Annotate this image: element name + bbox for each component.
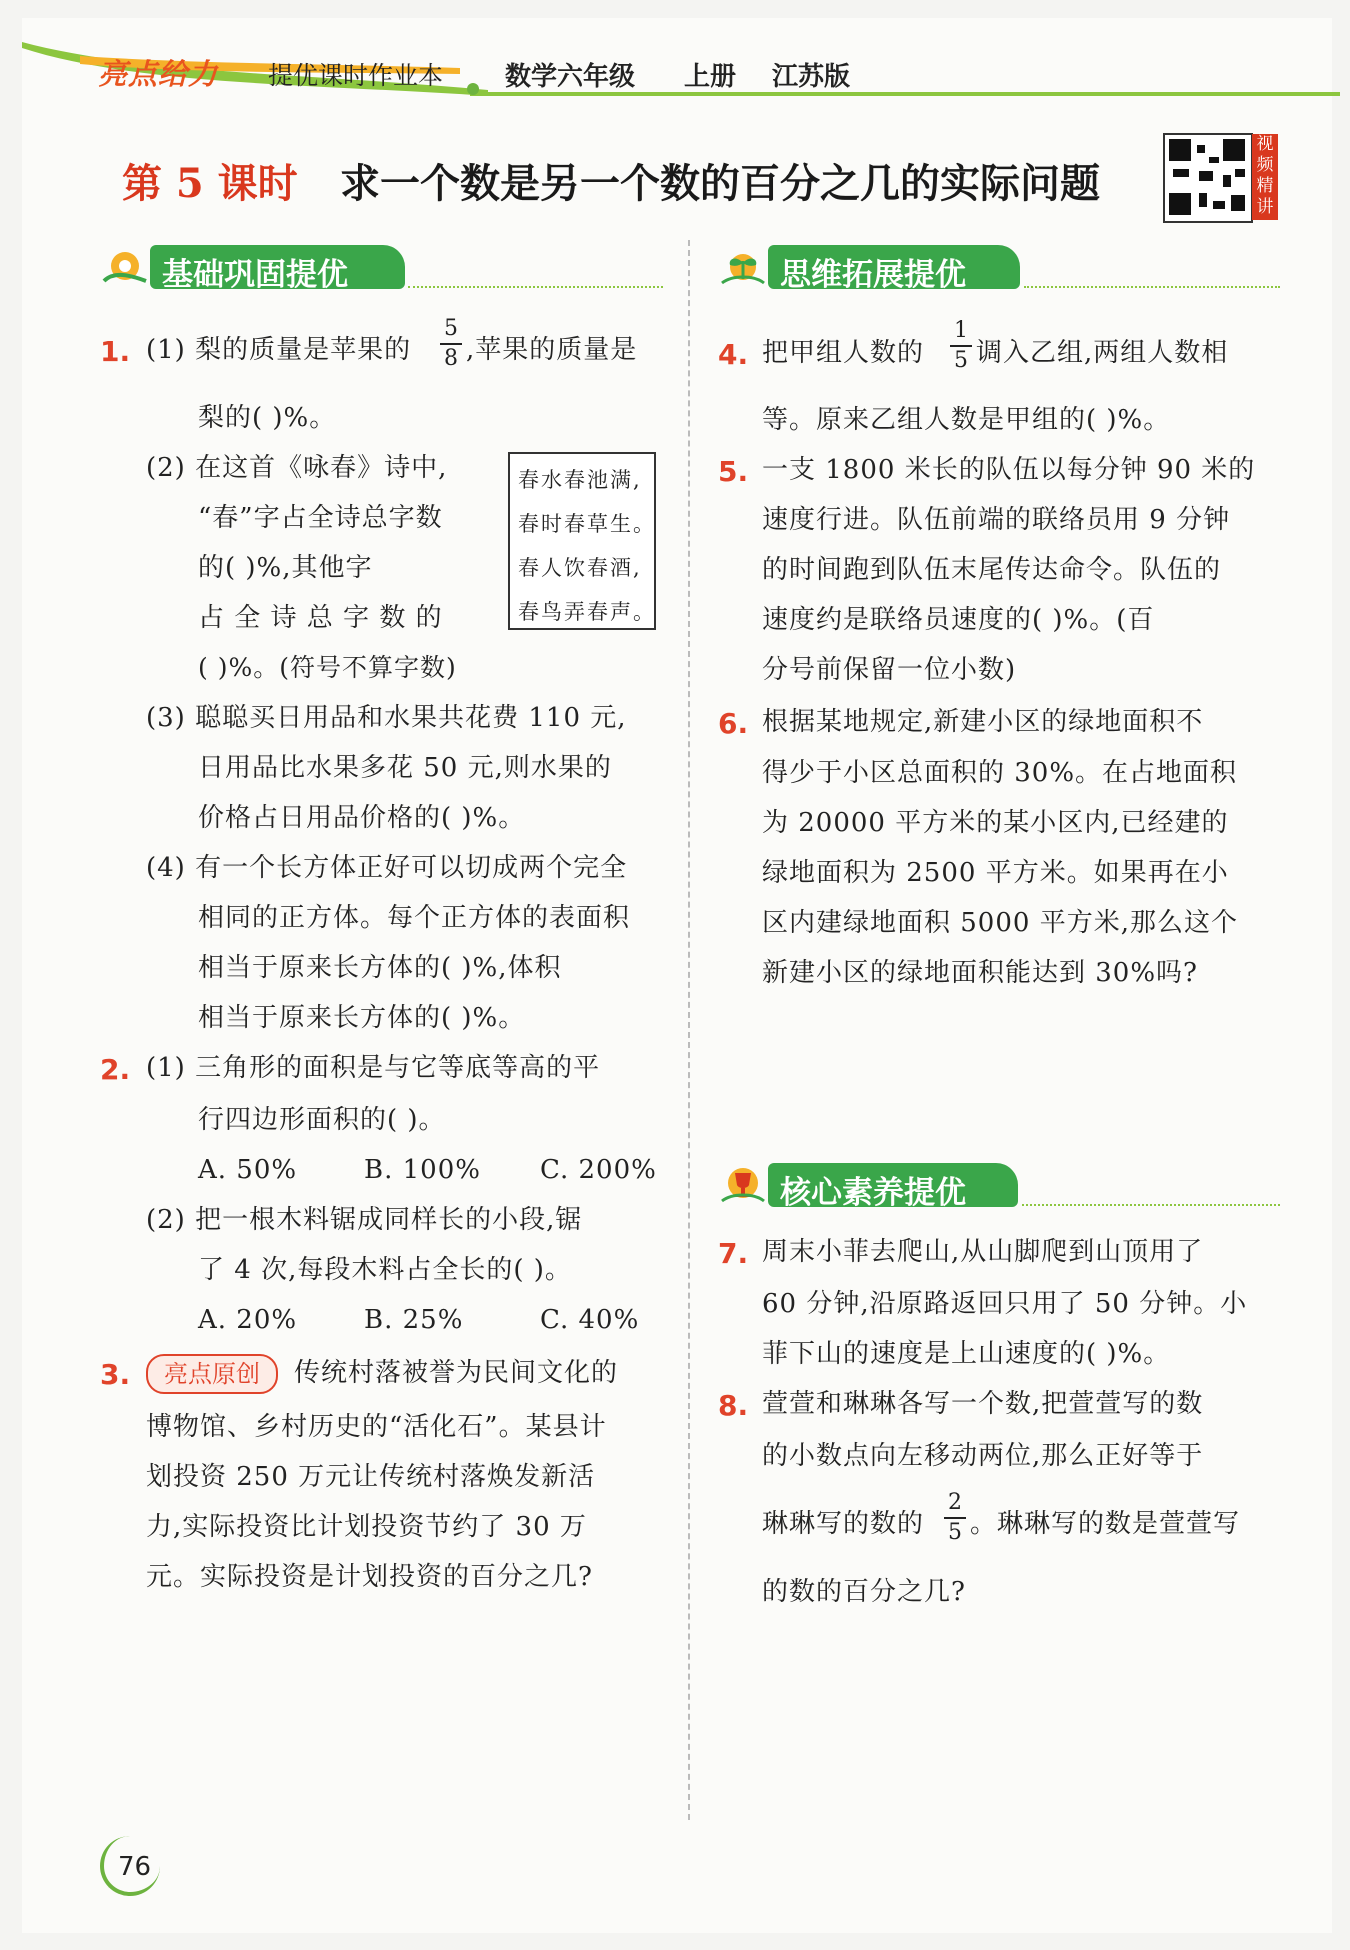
q1-part2-line1: (2) 在这首《咏春》诗中, <box>146 453 448 483</box>
q6-line5: 区内建绿地面积 5000 平方米,那么这个 <box>762 908 1238 938</box>
header-volume: 上册 <box>684 62 737 92</box>
q2-option-b[interactable]: B. 100% <box>364 1155 481 1185</box>
lesson-number: 第 5 课时 <box>122 160 298 207</box>
q6-line6: 新建小区的绿地面积能达到 30%吗? <box>762 958 1198 988</box>
fraction-denominator: 8 <box>444 346 458 371</box>
q5-line5: 分号前保留一位小数) <box>762 655 1017 685</box>
header-rule <box>470 92 1340 96</box>
q8-line1: 萱萱和琳琳各写一个数,把萱萱写的数 <box>762 1389 1204 1419</box>
qr-code-icon[interactable] <box>1163 133 1253 223</box>
q8-line2: 的小数点向左移动两位,那么正好等于 <box>762 1441 1204 1471</box>
question-number: 8. <box>718 1389 749 1422</box>
q5-line3: 的时间跑到队伍末尾传达命令。队伍的 <box>762 555 1222 585</box>
q1-part1-text: (1) 梨的质量是苹果的 <box>146 335 412 365</box>
header-dot-icon <box>462 78 484 100</box>
q4-line2: 等。原来乙组人数是甲组的( )%。 <box>762 405 1171 435</box>
trophy-icon <box>718 1159 768 1209</box>
q4-line1-cont: 调入乙组,两组人数相 <box>976 338 1229 368</box>
section-core-rule <box>1022 1204 1280 1206</box>
q6-line1: 根据某地规定,新建小区的绿地面积不 <box>762 707 1204 737</box>
q6-line3: 为 20000 平方米的某小区内,已经建的 <box>762 808 1229 838</box>
q1-part3-line2: 日用品比水果多花 50 元,则水果的 <box>198 753 612 783</box>
q5-line1: 一支 1800 米长的队伍以每分钟 90 米的 <box>762 455 1256 485</box>
q1-part4-line2: 相同的正方体。每个正方体的表面积 <box>198 903 631 933</box>
running-header <box>0 0 1350 110</box>
sprout-icon <box>718 241 768 291</box>
q7-line3: 菲下山的速度是上山速度的( )%。 <box>762 1339 1171 1369</box>
video-lesson-tag: 视频精讲 <box>1252 134 1278 220</box>
question-number: 2. <box>100 1053 131 1086</box>
poem-line: 春人饮春酒, <box>518 556 642 580</box>
q8-line3-cont: 。琳琳写的数是萱萱写 <box>970 1509 1241 1539</box>
q8-line4: 的数的百分之几? <box>762 1577 966 1607</box>
question-number: 6. <box>718 707 749 740</box>
q2-option-c[interactable]: C. 200% <box>540 1155 657 1185</box>
question-number: 5. <box>718 455 749 488</box>
section-core-label: 核心素养提优 <box>780 1175 966 1211</box>
lesson-title: 求一个数是另一个数的百分之几的实际问题 <box>340 160 1100 207</box>
question-number: 4. <box>718 338 749 371</box>
q2-part2-line1: (2) 把一根木料锯成同样长的小段,锯 <box>146 1205 583 1235</box>
q1-part1-blank-line: 梨的( )%。 <box>198 403 337 433</box>
section-basic-rule <box>408 286 663 288</box>
q1-part1-text-cont: ,苹果的质量是 <box>466 335 638 365</box>
q1-part3-line3: 价格占日用品价格的( )%。 <box>198 803 526 833</box>
q1-fraction <box>440 318 462 370</box>
q5-line4: 速度约是联络员速度的( )%。(百 <box>762 605 1155 635</box>
question-number: 3. <box>100 1358 131 1391</box>
question-number: 7. <box>718 1237 749 1270</box>
fraction-numerator: 2 <box>948 1490 962 1515</box>
q1-part4-line1: (4) 有一个长方体正好可以切成两个完全 <box>146 853 628 883</box>
q2-option-b[interactable]: B. 25% <box>364 1305 464 1335</box>
poem-box <box>508 452 656 630</box>
q3-line3: 划投资 250 万元让传统村落焕发新活 <box>146 1462 596 1492</box>
section-thinking-label: 思维拓展提优 <box>780 257 966 293</box>
fraction-numerator: 1 <box>954 318 968 343</box>
q8-line3: 琳琳写的数的 <box>762 1509 925 1539</box>
fraction-numerator: 5 <box>444 316 458 341</box>
q6-line4: 绿地面积为 2500 平方米。如果再在小 <box>762 858 1229 888</box>
page-number: 76 <box>118 1852 152 1882</box>
q2-option-a[interactable]: A. 20% <box>198 1305 298 1335</box>
q1-part2-line5: ( )%。(符号不算字数) <box>198 653 457 682</box>
column-divider <box>688 240 690 1820</box>
q1-part4-line3: 相当于原来长方体的( )%,体积 <box>198 953 562 983</box>
fraction-denominator: 5 <box>948 1520 962 1545</box>
question-number: 1. <box>100 335 131 368</box>
brand-subtitle: 提优课时作业本 <box>268 61 444 90</box>
q4-line1: 把甲组人数的 <box>762 338 925 368</box>
q4-fraction <box>950 320 972 372</box>
q3-line1: 传统村落被誉为民间文化的 <box>294 1358 619 1388</box>
q2-option-c[interactable]: C. 40% <box>540 1305 640 1335</box>
q8-fraction <box>944 1492 966 1544</box>
q7-line2: 60 分钟,沿原路返回只用了 50 分钟。小 <box>762 1289 1248 1319</box>
brand-logo-text: 亮点给力 <box>98 57 219 91</box>
q3-line5: 元。实际投资是计划投资的百分之几? <box>146 1562 593 1592</box>
q2-option-a[interactable]: A. 50% <box>198 1155 298 1185</box>
q2-part2-line2: 了 4 次,每段木料占全长的( )。 <box>198 1255 572 1285</box>
gear-leaf-icon <box>100 241 150 291</box>
q1-part2-line3: 的( )%,其他字 <box>198 553 373 583</box>
section-thinking-rule <box>1024 286 1280 288</box>
q1-part2-line2: “春”字占全诗总字数 <box>198 503 443 533</box>
q1-part4-line4: 相当于原来长方体的( )%。 <box>198 1003 526 1033</box>
original-badge: 亮点原创 <box>146 1354 278 1394</box>
poem-line: 春鸟弄春声。 <box>518 600 656 624</box>
poem-line: 春水春池满, <box>518 468 642 492</box>
q3-line4: 力,实际投资比计划投资节约了 30 万 <box>146 1512 587 1542</box>
q7-line1: 周末小菲去爬山,从山脚爬到山顶用了 <box>762 1237 1204 1267</box>
q6-line2: 得少于小区总面积的 30%。在占地面积 <box>762 758 1238 788</box>
header-subject: 数学六年级 <box>505 62 636 92</box>
fraction-denominator: 5 <box>954 348 968 373</box>
header-edition: 江苏版 <box>772 62 851 92</box>
q1-part2-line4: 占 全 诗 总 字 数 的 <box>198 603 443 633</box>
q2-part1-line1: (1) 三角形的面积是与它等底等高的平 <box>146 1053 601 1083</box>
q2-part1-line2: 行四边形面积的( )。 <box>198 1105 446 1135</box>
section-basic-label: 基础巩固提优 <box>162 257 348 293</box>
q1-part3-line1: (3) 聪聪买日用品和水果共花费 110 元, <box>146 703 627 733</box>
poem-line: 春时春草生。 <box>518 512 656 536</box>
q5-line2: 速度行进。队伍前端的联络员用 9 分钟 <box>762 505 1231 535</box>
q3-line2: 博物馆、乡村历史的“活化石”。某县计 <box>146 1412 607 1442</box>
